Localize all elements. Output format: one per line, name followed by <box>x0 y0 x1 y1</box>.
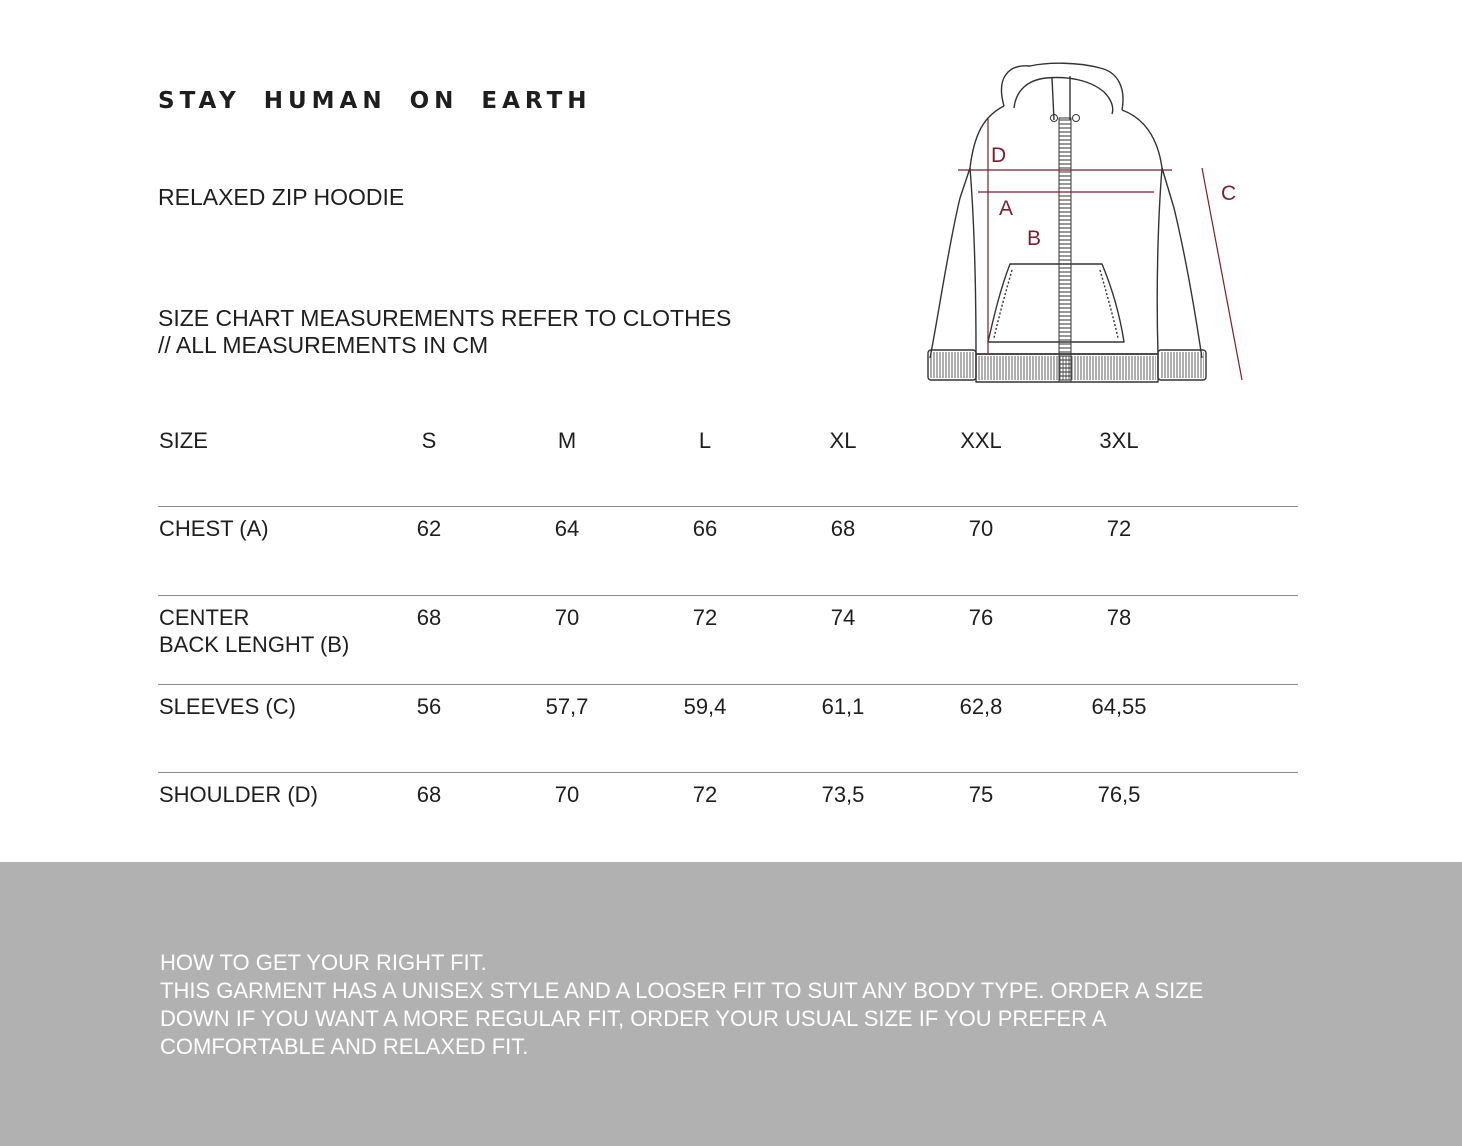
size-header-cell: XL <box>829 428 857 453</box>
measurement-note <box>158 305 731 359</box>
table-cell: 76 <box>968 605 994 630</box>
table-cell: 73,5 <box>821 782 865 807</box>
table-cell: 74 <box>830 605 856 630</box>
table-cell: 70 <box>968 516 994 541</box>
table-cell: 78 <box>1106 605 1132 630</box>
fit-guide-line: DOWN IF YOU WANT A MORE REGULAR FIT, ORDER YOUR USUAL SIZE IF YOU PREFER A <box>160 1006 1107 1031</box>
table-cell: 62 <box>416 516 442 541</box>
left-cuff-rib <box>930 352 974 378</box>
row-label <box>159 693 296 720</box>
table-cell: 56 <box>416 694 442 719</box>
table-cell: 76,5 <box>1097 782 1141 807</box>
hoodie-diagram <box>918 58 1258 390</box>
table-cell: 75 <box>968 782 994 807</box>
size-header-cell: XXL <box>960 428 1002 453</box>
measurement-note-line-1: SIZE CHART MEASUREMENTS REFER TO CLOTHES <box>158 305 732 331</box>
table-row-sleeves <box>158 684 1298 772</box>
table-cell: 61,1 <box>821 694 865 719</box>
row-label-line: CENTER <box>159 605 250 630</box>
row-label-line: CHEST (A) <box>159 516 269 541</box>
table-cell: 68 <box>416 782 442 807</box>
table-cell: 57,7 <box>545 694 589 719</box>
right-grommet <box>1073 115 1080 122</box>
fit-guide-line: HOW TO GET YOUR RIGHT FIT. <box>160 950 487 975</box>
table-cell: 68 <box>416 605 442 630</box>
measure-label-b: B <box>1027 227 1042 250</box>
zipper <box>1059 118 1071 382</box>
table-cell: 70 <box>554 605 580 630</box>
fit-guide-text <box>160 949 1310 1061</box>
fit-guide-panel <box>0 862 1462 1146</box>
table-row-back-length <box>158 595 1298 684</box>
size-header-row <box>158 420 1298 506</box>
measurement-note-line-2: // ALL MEASUREMENTS IN CM <box>158 332 489 358</box>
row-label-line: SLEEVES (C) <box>159 694 296 719</box>
measure-label-a: A <box>999 197 1014 220</box>
size-header-label: SIZE <box>159 428 208 453</box>
measure-label-d: D <box>991 144 1007 167</box>
table-cell: 64 <box>554 516 580 541</box>
size-header-cell: S <box>421 428 437 453</box>
row-label-line: SHOULDER (D) <box>159 782 318 807</box>
right-cuff-rib <box>1160 352 1204 378</box>
brand-name: STAY HUMAN ON EARTH <box>158 88 592 114</box>
table-cell: 62,8 <box>959 694 1003 719</box>
size-table <box>158 420 1298 833</box>
fit-guide-line: COMFORTABLE AND RELAXED FIT. <box>160 1034 529 1059</box>
table-cell: 72 <box>1106 516 1132 541</box>
table-cell: 68 <box>830 516 856 541</box>
size-header-cell: 3XL <box>1099 428 1139 453</box>
row-label <box>159 781 318 808</box>
table-row-chest <box>158 506 1298 595</box>
table-cell: 64,55 <box>1091 694 1147 719</box>
row-label <box>159 604 349 658</box>
row-label-line: BACK LENGHT (B) <box>159 632 350 657</box>
table-cell: 72 <box>692 605 718 630</box>
table-cell: 66 <box>692 516 718 541</box>
size-header-cell: M <box>557 428 577 453</box>
table-row-shoulder <box>158 772 1298 833</box>
size-header-cell: L <box>698 428 712 453</box>
fit-guide-line: THIS GARMENT HAS A UNISEX STYLE AND A LOOSER FIT TO SUIT ANY BODY TYPE. ORDER A SIZE <box>160 978 1204 1003</box>
table-cell: 59,4 <box>683 694 727 719</box>
table-cell: 70 <box>554 782 580 807</box>
row-label <box>159 515 269 542</box>
measure-label-c: C <box>1221 182 1237 205</box>
product-name: RELAXED ZIP HOODIE <box>158 184 405 210</box>
table-cell: 72 <box>692 782 718 807</box>
